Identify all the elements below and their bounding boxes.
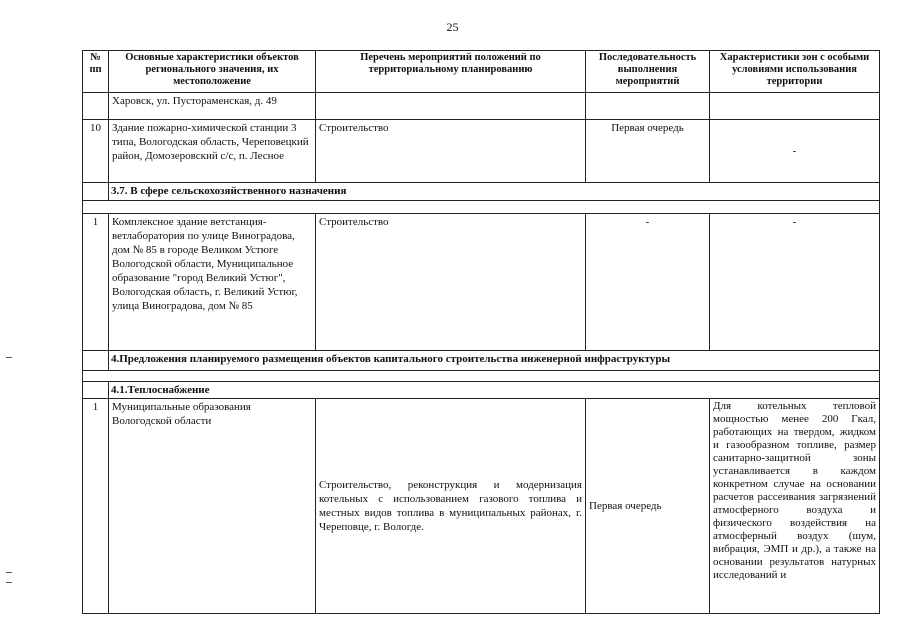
cell-sequence: Первая очередь	[586, 120, 710, 183]
spacer-row	[83, 201, 880, 214]
header-sequence: Последовательность выполнения мероприятий	[586, 51, 710, 93]
section-row	[83, 351, 880, 371]
table-row	[83, 399, 880, 614]
section-row	[83, 382, 880, 399]
cell-sequence: -	[586, 214, 710, 351]
table-header-row	[83, 51, 880, 93]
header-zones: Характеристики зон с особыми условиями использования территории	[710, 51, 880, 93]
margin-mark	[6, 572, 12, 573]
margin-mark	[6, 582, 12, 583]
spacer-row	[83, 371, 880, 382]
table-row	[83, 214, 880, 351]
margin-mark	[6, 357, 12, 358]
cell-num: 1	[83, 214, 109, 351]
header-measures: Перечень мероприятий положений по территориальному планированию	[316, 51, 586, 93]
cell-measures: Строительство, реконструкция и модернизация котельных с использованием газового топлива и местных видов топлива в муниципальных районах, г. Череповце, г. Вологде.	[316, 399, 586, 614]
cell-zones: -	[710, 120, 880, 183]
cell-sequence: Первая очередь	[586, 399, 710, 614]
cell-measures: Строительство	[316, 120, 586, 183]
page-number: 25	[446, 20, 459, 34]
table-row	[83, 93, 880, 120]
cell-num: 10	[83, 120, 109, 183]
cell-zones: -	[710, 214, 880, 351]
section-title: 3.7. В сфере сельскохозяйственного назначения	[109, 183, 880, 201]
cell-measures: Строительство	[316, 214, 586, 351]
cell-characteristics: Здание пожарно-химической станции 3 типа, Вологодская область, Череповецкий район, Домозеровский с/с, п. Лесное	[109, 120, 316, 183]
planning-table	[82, 50, 880, 614]
section-title: 4.Предложения планируемого размещения объектов капитального строительства инженерной инфраструктуры	[109, 351, 880, 371]
cell-characteristics: Муниципальные образования Вологодской области	[109, 399, 316, 614]
cell-characteristics: Комплексное здание ветстанция-ветлаборатория по улице Виноградова, дом № 85 в городе Великом Устюге Вологодской области, Муниципальное образование "город Великий Устюг", Вологодская область, г. Великий Устюг, улица Виноградова, дом № 85	[109, 214, 316, 351]
table-row	[83, 120, 880, 183]
cell-num: 1	[83, 399, 109, 614]
section-row	[83, 183, 880, 201]
header-num: № пп	[83, 51, 109, 93]
cell-characteristics: Харовск, ул. Пустораменская, д. 49	[109, 93, 316, 120]
header-characteristics: Основные характеристики объектов регионального значения, их местоположение	[109, 51, 316, 93]
section-title: 4.1.Теплоснабжение	[109, 382, 880, 399]
cell-zones: Для котельных тепловой мощностью менее 200 Гкал, работающих на твердом, жидком и газообразном топливе, размер санитарно-защитной зоны устанавливается в каждом конкретном случае на основании расчетов рассеивания загрязнений атмосферного воздуха и физического воздействия на атмосферный воздух (шум, вибрация, ЭМП и др.), а также на основании результатов натурных исследований и	[710, 399, 880, 614]
